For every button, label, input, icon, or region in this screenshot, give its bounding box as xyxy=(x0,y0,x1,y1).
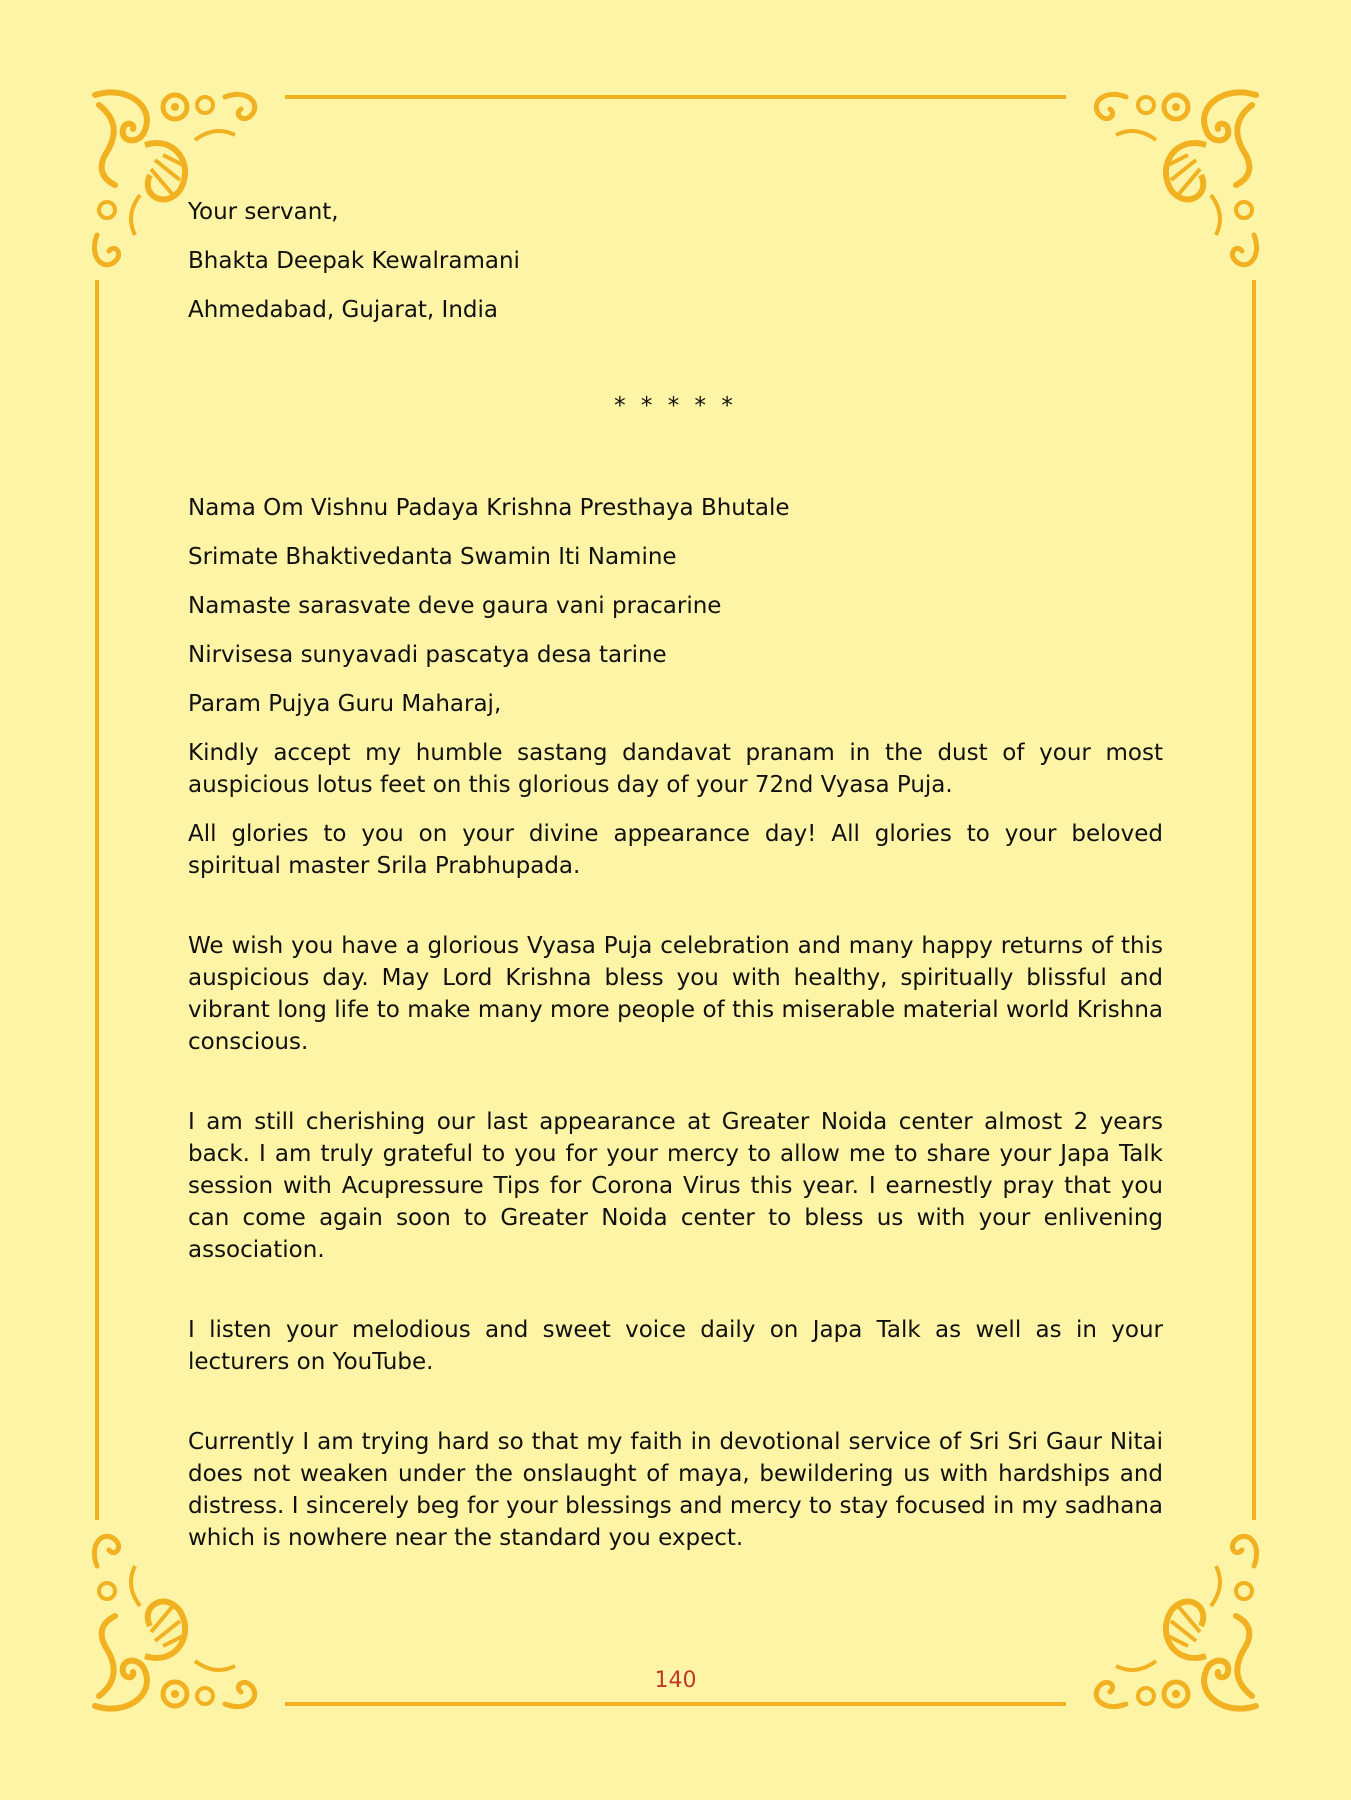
paragraph: Kindly accept my humble sastang dandavat pranam in the dust of your most auspicious lotus feet on this glorious day of your 72nd Vyasa Puja. xyxy=(188,740,1163,798)
invocation-line: Srimate Bhaktivedanta Swamin Iti Namine xyxy=(188,544,677,570)
author-name: Bhakta Deepak Kewalramani xyxy=(188,248,520,274)
paragraph: I listen your melodious and sweet voice daily on Japa Talk as well as in your lecturers on YouTube. xyxy=(188,1317,1163,1375)
salutation: Param Pujya Guru Maharaj, xyxy=(188,691,502,717)
invocation-line: Nirvisesa sunyavadi pascatya desa tarine xyxy=(188,642,667,668)
paragraph: Currently I am trying hard so that my faith in devotional service of Sri Sri Gaur Nitai does not weaken under the onslaught of maya, bewildering us with hardships and distress. I sincerely beg for your blessings and mercy to stay focused in my sadhana which is nowhere near the standard you expect. xyxy=(188,1429,1163,1551)
page-number: 140 xyxy=(654,1668,697,1693)
section-separator: * * * * * xyxy=(614,393,737,419)
paragraph: I am still cherishing our last appearance at Greater Noida center almost 2 years back. I am truly grateful to you for your mercy to allow me to share your Japa Talk session with Acupressure Tips for Corona Virus this year. I earnestly pray that you can come again soon to Greater Noida center to bless us with your enlivening association. xyxy=(188,1109,1163,1263)
invocation-line: Nama Om Vishnu Padaya Krishna Presthaya Bhutale xyxy=(188,495,790,521)
author-location: Ahmedabad, Gujarat, India xyxy=(188,297,498,323)
letter-body xyxy=(188,196,1163,1571)
invocation-line: Namaste sarasvate deve gaura vani pracarine xyxy=(188,593,722,619)
closing-line: Your servant, xyxy=(188,199,339,225)
paragraph: All glories to you on your divine appearance day! All glories to your beloved spiritual master Srila Prabhupada. xyxy=(188,821,1163,879)
paragraph: We wish you have a glorious Vyasa Puja celebration and many happy returns of this auspicious day. May Lord Krishna bless you with healthy, spiritually blissful and vibrant long life to make many more people of this miserable material world Krishna conscious. xyxy=(188,933,1163,1055)
